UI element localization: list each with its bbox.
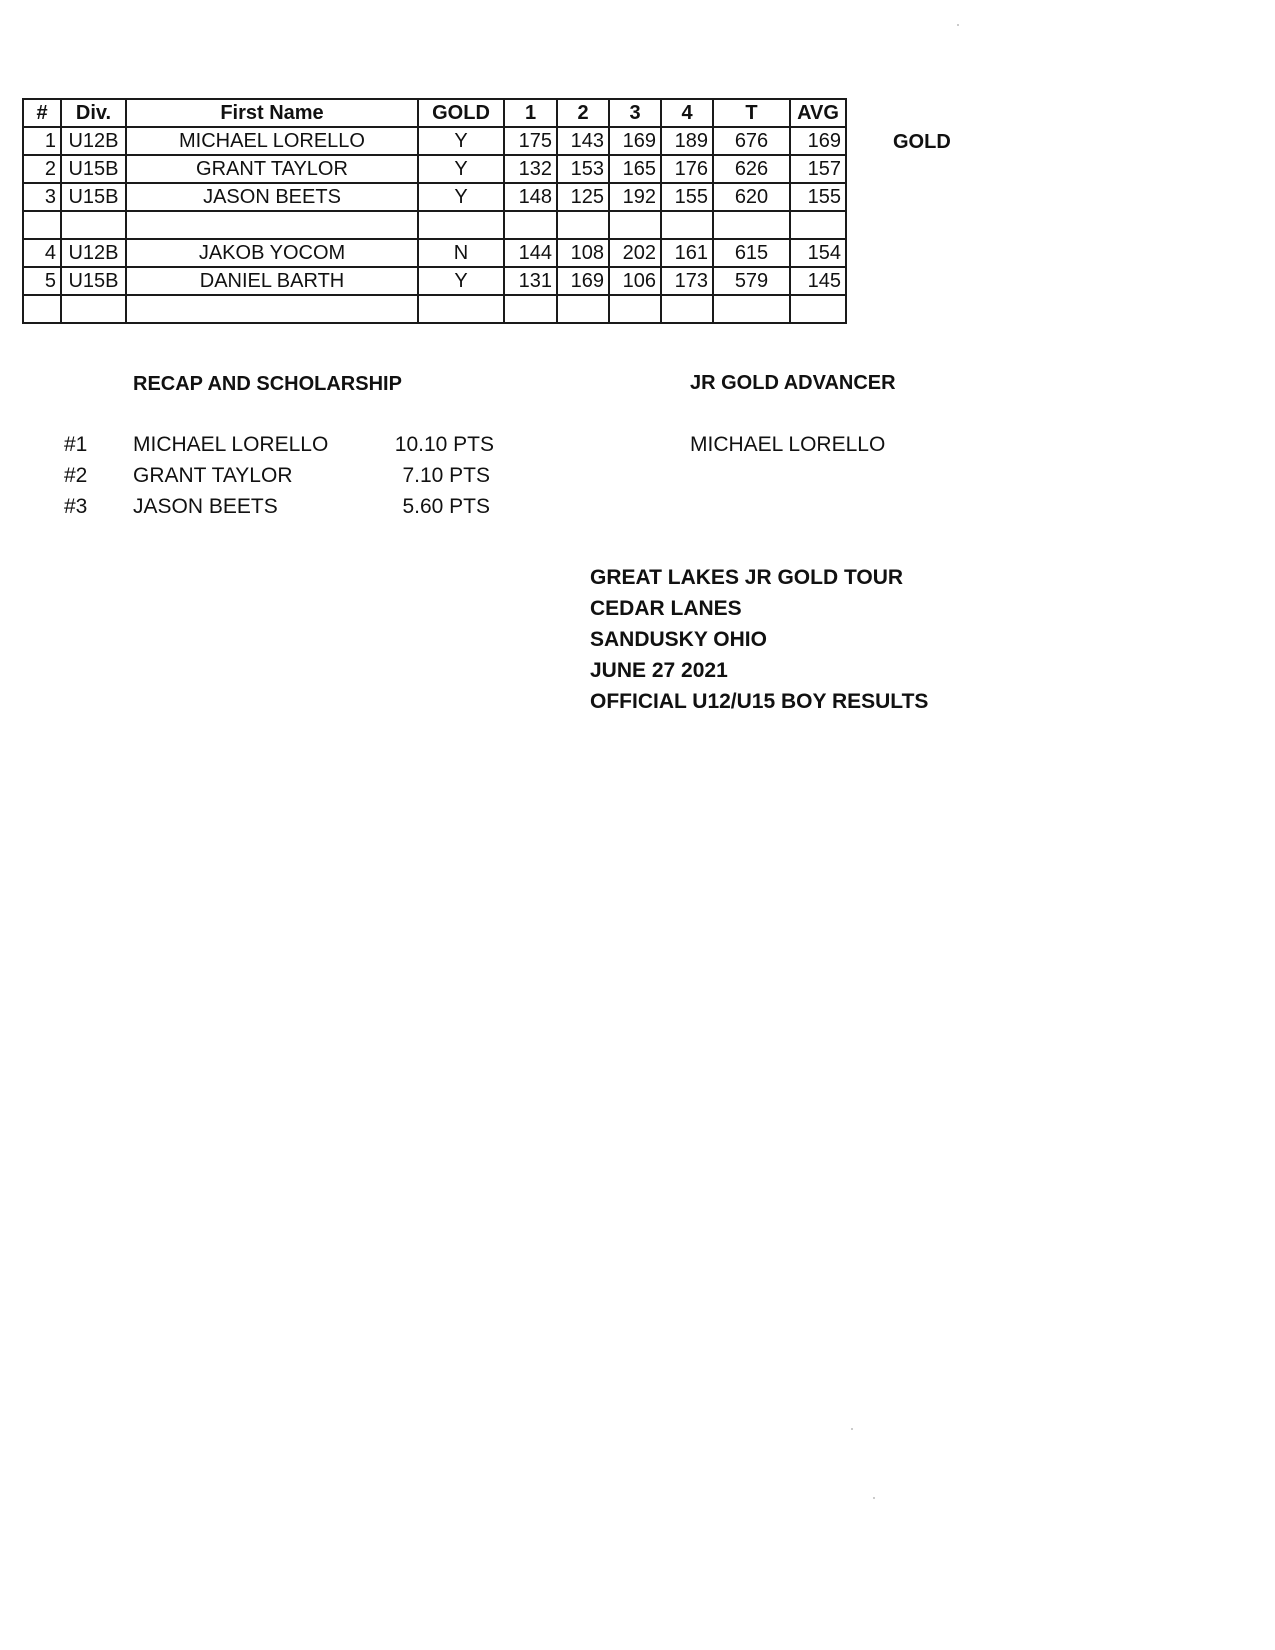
cell-game-2 xyxy=(557,211,609,239)
recap-rank: #2 xyxy=(64,464,88,487)
recap-rank: #3 xyxy=(64,495,88,518)
cell-game-4 xyxy=(661,295,713,323)
cell-division xyxy=(61,295,126,323)
cell-division: U15B xyxy=(61,267,126,295)
cell-total: 626 xyxy=(713,155,790,183)
table-row xyxy=(23,127,846,155)
cell-division: U12B xyxy=(61,127,126,155)
cell-average: 169 xyxy=(790,127,846,155)
event-info xyxy=(590,562,928,717)
recap-points: 7.10 PTS xyxy=(402,464,490,487)
cell-name: GRANT TAYLOR xyxy=(126,155,418,183)
cell-rank: 4 xyxy=(23,239,61,267)
event-venue: CEDAR LANES xyxy=(590,597,742,620)
cell-game-3: 106 xyxy=(609,267,661,295)
cell-game-3 xyxy=(609,211,661,239)
cell-total xyxy=(713,295,790,323)
cell-gold: Y xyxy=(418,183,504,211)
header-game-1: 1 xyxy=(504,99,557,127)
cell-division xyxy=(61,211,126,239)
recap-rank: #1 xyxy=(64,433,88,456)
cell-rank: 2 xyxy=(23,155,61,183)
table-row-blank xyxy=(23,211,846,239)
cell-game-4: 161 xyxy=(661,239,713,267)
event-tour: GREAT LAKES JR GOLD TOUR xyxy=(590,566,904,589)
cell-total: 676 xyxy=(713,127,790,155)
cell-rank xyxy=(23,295,61,323)
advancer-name: MICHAEL LORELLO xyxy=(690,433,886,456)
recap-name: JASON BEETS xyxy=(133,495,278,518)
recap-points: 10.10 PTS xyxy=(394,433,494,456)
results-table xyxy=(22,98,847,324)
cell-game-3: 165 xyxy=(609,155,661,183)
advancer-heading: JR GOLD ADVANCER xyxy=(690,372,896,394)
header-gold: GOLD xyxy=(418,99,504,127)
cell-rank xyxy=(23,211,61,239)
recap-heading: RECAP AND SCHOLARSHIP xyxy=(133,373,402,395)
cell-game-3: 192 xyxy=(609,183,661,211)
header-total: T xyxy=(713,99,790,127)
cell-average: 145 xyxy=(790,267,846,295)
cell-game-2: 143 xyxy=(557,127,609,155)
header-game-3: 3 xyxy=(609,99,661,127)
table-row xyxy=(23,183,846,211)
header-first-name: First Name xyxy=(126,99,418,127)
cell-game-3: 202 xyxy=(609,239,661,267)
table-row xyxy=(23,155,846,183)
cell-game-4: 189 xyxy=(661,127,713,155)
header-average: AVG xyxy=(790,99,846,127)
cell-game-3: 169 xyxy=(609,127,661,155)
cell-game-1: 131 xyxy=(504,267,557,295)
header-division: Div. xyxy=(61,99,126,127)
cell-gold xyxy=(418,211,504,239)
cell-total: 579 xyxy=(713,267,790,295)
cell-name xyxy=(126,295,418,323)
cell-rank: 3 xyxy=(23,183,61,211)
cell-game-1: 144 xyxy=(504,239,557,267)
cell-division: U15B xyxy=(61,155,126,183)
cell-gold xyxy=(418,295,504,323)
cell-game-3 xyxy=(609,295,661,323)
cell-game-1 xyxy=(504,295,557,323)
cell-game-2: 125 xyxy=(557,183,609,211)
cell-name: JAKOB YOCOM xyxy=(126,239,418,267)
table-row-blank xyxy=(23,295,846,323)
header-game-4: 4 xyxy=(661,99,713,127)
cell-game-2: 169 xyxy=(557,267,609,295)
header-rank: # xyxy=(23,99,61,127)
cell-game-2 xyxy=(557,295,609,323)
header-game-2: 2 xyxy=(557,99,609,127)
cell-rank: 5 xyxy=(23,267,61,295)
recap-name: MICHAEL LORELLO xyxy=(133,433,329,456)
cell-division: U12B xyxy=(61,239,126,267)
cell-name xyxy=(126,211,418,239)
cell-game-2: 153 xyxy=(557,155,609,183)
scan-speck xyxy=(957,24,959,26)
cell-game-4 xyxy=(661,211,713,239)
recap-name: GRANT TAYLOR xyxy=(133,464,293,487)
cell-average xyxy=(790,295,846,323)
scan-speck xyxy=(851,1428,853,1430)
cell-average: 157 xyxy=(790,155,846,183)
recap-points: 5.60 PTS xyxy=(402,495,490,518)
cell-game-1: 132 xyxy=(504,155,557,183)
gold-side-label: GOLD xyxy=(893,131,951,153)
cell-gold: Y xyxy=(418,267,504,295)
cell-game-4: 176 xyxy=(661,155,713,183)
cell-gold: N xyxy=(418,239,504,267)
cell-average: 154 xyxy=(790,239,846,267)
cell-total xyxy=(713,211,790,239)
table-row xyxy=(23,239,846,267)
event-title: OFFICIAL U12/U15 BOY RESULTS xyxy=(590,690,929,713)
table-header-row xyxy=(23,99,846,127)
cell-total: 615 xyxy=(713,239,790,267)
cell-name: JASON BEETS xyxy=(126,183,418,211)
cell-division: U15B xyxy=(61,183,126,211)
cell-game-4: 173 xyxy=(661,267,713,295)
cell-game-1 xyxy=(504,211,557,239)
event-date: JUNE 27 2021 xyxy=(590,659,728,682)
cell-total: 620 xyxy=(713,183,790,211)
cell-average: 155 xyxy=(790,183,846,211)
cell-gold: Y xyxy=(418,127,504,155)
cell-game-1: 175 xyxy=(504,127,557,155)
event-location: SANDUSKY OHIO xyxy=(590,628,767,651)
cell-game-1: 148 xyxy=(504,183,557,211)
cell-game-4: 155 xyxy=(661,183,713,211)
cell-average xyxy=(790,211,846,239)
cell-name: MICHAEL LORELLO xyxy=(126,127,418,155)
cell-name: DANIEL BARTH xyxy=(126,267,418,295)
table-row xyxy=(23,267,846,295)
cell-game-2: 108 xyxy=(557,239,609,267)
scan-speck xyxy=(873,1497,875,1499)
cell-rank: 1 xyxy=(23,127,61,155)
cell-gold: Y xyxy=(418,155,504,183)
